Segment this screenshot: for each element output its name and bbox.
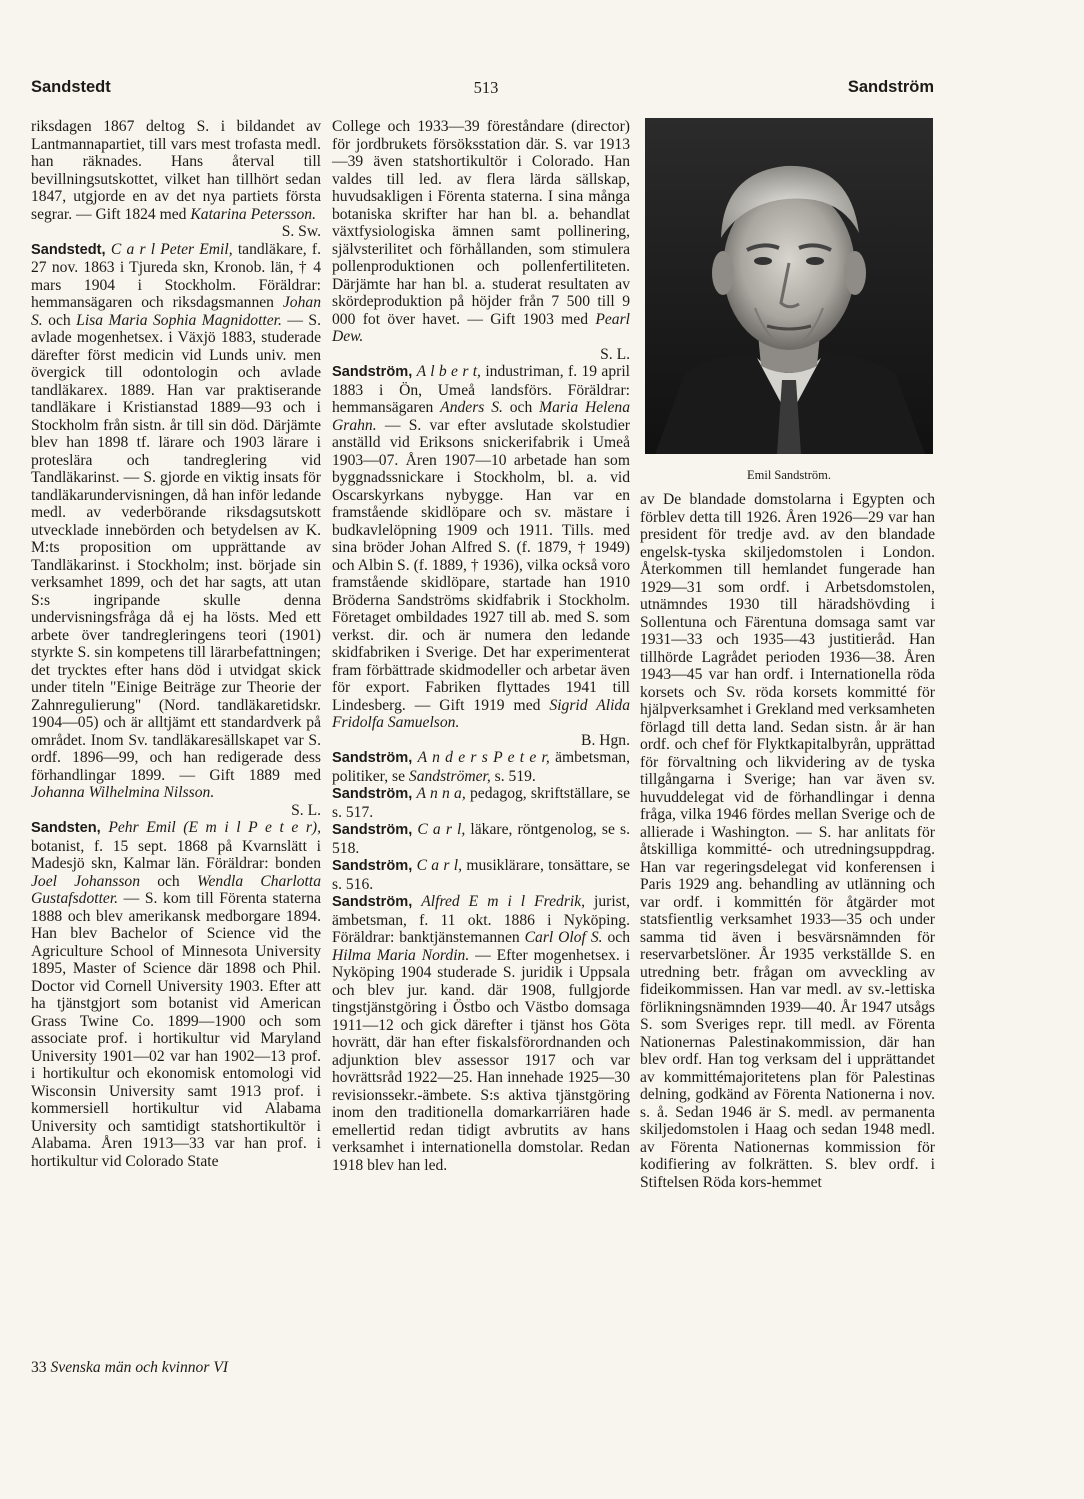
entry-sandstrom-carl-2: Sandström, C a r l, musiklärare, tonsättare, se s. 516.	[332, 857, 630, 893]
photo-caption: Emil Sandström.	[746, 468, 832, 482]
column-3	[640, 491, 935, 1191]
entry-sandstrom-carl-1: Sandström, C a r l, läkare, röntgenolog, se s. 518.	[332, 821, 630, 857]
entry-sandstrom-albert: Sandström, A l b e r t, industriman, f. 19 april 1883 i Ön, Umeå landsförs. Föräldrar: hemmansägaren Anders S. och Maria Helena Grahn. — S. var efter avslutade skolstudier anställd vid Eriksons snickerifabrik i Umeå 1903—07. Åren 1907—10 arbetade han som byggnadssnickare i Stockholm, bl. a. vid Oscarskyrkans nybygge. Han var en framstående skidlöpare och sv. mästare i budkavlelöpning 1909 och 1911. Tills. med sina bröder Johan Alfred S. (f. 1879, † 1949) och Albin S. (f. 1889, † 1936), vilka också voro framstående skidlöpare, startade han 1910 Bröderna Sandströms skidfabrik i Stockholm. Företaget ombildades 1927 till ab. med S. som verkst. dir. och är numera den ledande skidfabriken i Sverige. Det har experimenterat fram förbättrade skidmodeller och arbetar även för export. Fabriken flyttades 1941 till Lindesberg. — Gift 1919 med Sigrid Alida Fridolfa Samuelson. B. Hgn.	[332, 363, 631, 749]
portrait-photo	[645, 118, 933, 454]
author-signature: B. Hgn.	[581, 731, 630, 749]
column-1	[31, 118, 321, 1170]
entry-headword: Sandström,	[332, 894, 413, 910]
entry-sandstrom-emil: Sandström, Alfred E m i l Fredrik, jurist, ämbetsman, f. 11 okt. 1886 i Nyköping. Föräldrar: banktjänstemannen Carl Olof S. och Hilma Maria Nordin. — Efter mogenhetsex. i Nyköping 1904 studerade S. juridik i Uppsala och blev jur. kand. där 1908, fullgjorde tingstjänstgöring i Östbo och Västbo domsaga 1911—12 och gick därefter i tjänst hos Göta hovrätt, där han efter fiskalsförordnanden och adjunktion blev assessor 1917 och var hovrättsråd 1922—25. Han innehade 1925—30 revisionssekr.-ämbete. S:s aktiva tjänstgöring inom den traditionella domarkarriären hade emellertid redan tidigt avbrutits av hans verksamhet i internationella domstolar. Redan 1918 blev han led.	[332, 893, 630, 1174]
entry-sandsten-pehr: Sandsten, Pehr Emil (E m i l P e t e r), botanist, f. 15 sept. 1868 på Kvarnslätt i Madesjö skn, Kalmar län. Föräldrar: bonden Joel Johansson och Wendla Charlotta Gustafsdotter. — S. kom till Förenta staterna 1888 och blev amerikansk medborgare 1894. Han blev Bachelor of Science vid the Agriculture School of Minnesota University 1895, Master of Science där 1898 och Phil. Doctor vid Cornell University 1903. Efter att ha tjänstgjort som botanist vid American Grass Twine Co. 1899—1900 och som associate prof. i hortikultur vid Maryland University 1901—02 var han 1902—13 prof. i hortikultur och ekonomisk entomologi vid Wisconsin University samt 1913 prof. i kommersiell hortikultur vid Alabama University och samtidigt statshortikultör i Alabama. Åren 1913—33 var han prof. i hortikultur vid Colorado State	[31, 819, 322, 1170]
author-signature: S. L.	[291, 801, 321, 819]
entry-headword: Sandsten,	[31, 820, 101, 836]
entry-headword: Sandström,	[332, 858, 413, 874]
author-signature: S. L.	[600, 345, 630, 363]
entry-continuation: av De blandade domstolarna i Egypten och förblev detta till 1926. Åren 1926—29 var han president för tredje avd. av den blandade engelsk-tyska skiljedomstolen i London. Återkommen till hemlandet fungerade han 1929—31 som ordf. i Arbetsdomstolen, utnämndes 1930 till häradshövding i Sollentuna och Färentuna domsaga samt var 1931—33 och 1935—43 justitieråd. Han tillhörde Lagrådet perioden 1936—38. Åren 1943—45 var han ordf. i Internationella röda korsets och Sv. röda korsets kommitté för hjälpverksamhet i Grekland med verksamheten förlagd till detta land. Sedan sistn. år är han ordf. och chef för Flyktkapitalbyrån, upprättad för förvaltning och likvidering av de tyska tillgångarna i Sverige; han var även sv. huvuddelegat vid de förhandlingar i denna fråga, vilka 1946 fördes mellan Sverige och de allierade i Washington. — S. har anlitats för åtskilliga kommitté- och utredningsuppdrag. Han var regeringsdelegat vid konferensen i Paris 1929 ang. behandling av utlänning och var ordf. i kommittén för åtgärder mot statsfientlig verksamhet 1933—35 och under samma tid även i besvärsnämnden för reservarbetslöner. År 1935 verkställde S. en utredning betr. frågan om avveckling av fideikommissen. Han var medl. av sv.-lettiska förlikningsnämnden 1939—40. År 1947 utsågs S. som Sveriges repr. till medl. av Förenta Nationernas Palestinakommission, där han blev ordf. Han tog verksam del i upprättandet av kommittémajoritetens plan för Palestinas delning, godkänd av Förenta Nationerna i nov. s. å. Sedan 1946 är S. medl. av permanenta skiljedomstolen i Haag och sedan 1948 medl. av Förenta Nationernas kommission för kodifiering av folkrätten. S. blev ordf. i Stiftelsen Röda kors-hemmet	[640, 491, 935, 1191]
entry-headword: Sandström,	[332, 786, 413, 802]
entry-headword: Sandstedt,	[31, 241, 106, 258]
entry-sandstrom-anders-peter: Sandström, A n d e r s P e t e r, ämbetsman, politiker, se Sandströmer, s. 519.	[332, 749, 630, 785]
entry-sandstrom-anna: Sandström, A n n a, pedagog, skriftställare, se s. 517.	[332, 785, 630, 821]
page-number: 513	[473, 78, 499, 97]
entry-headword: Sandström,	[332, 822, 413, 838]
running-head-right: Sandström	[847, 78, 934, 96]
entry-continuation: College och 1933—39 föreståndare (director) för jordbrukets försöksstation där. S. var 1913—39 även statshortikultör i Colorado. Han valdes till led. av flera lärda sällskap, huvudsakligen i Förenta staterna. I sina många botaniska skrifter har han bl. a. behandlat växtfysiologiska ämnen samt pollinering, självsterilitet och förhållanden, som stimulera pollenproduktionen och pollenfertiliteten. Därjämte har han bl. a. studerat resultaten av skördeproduktion på höjder från 7 500 till 9 000 fot över havet. — Gift 1903 med Pearl Dew. S. L.	[332, 118, 630, 363]
entry-sandstedt-carl: Sandstedt, C a r l Peter Emil, tandläkare, f. 27 nov. 1863 i Tjureda skn, Kronob. län, † 4 mars 1904 i Stockholm. Föräldrar: hemmansägaren och riksdagsmannen Johan S. och Lisa Maria Sophia Magnidotter. — S. avlade mogenhetsex. i Växjö 1883, studerade därefter först medicin vid Lunds univ. men övergick till odontologin och avlade tandläkarex. 1889. Han var praktiserande tandläkare i Kristianstad 1889—93 och i Stockholm från sistn. år till sin död. Därjämte blev han 1898 tf. lärare och 1903 lärare i proteslära och tandreglering vid Tandläkarinst. — S. gjorde en viktig insats för tandläkarundervisningen, då han inför ledande medl. av vederbörande riksdagsutskott utvecklade innebörden och betydelsen av K. M:ts proposition om upprättande av Tandläkarinst. i Stockholm; inst. började sin verksamhet 1899, och det har sagts, att utan S:s ingripande skulle denna undervisningsfråga då ej ha lösts. Med ett arbete över tandregleringens teori (1901) styrkte S. sin kompetens till lärarbefattningen; det trycktes efter hans död i utvidgat skick under titeln "Einige Beiträge zur Theorie der Zahnregulierung" (Nord. tandläkaretidskr. 1904—05) och är alltjämt ett standardverk på området. Inom Sv. tandläkaresällskapet var S. ordf. 1896—99, och han redigerade dess förhandlingar 1899. — Gift 1889 med Johanna Wilhelmina Nilsson. S. L.	[31, 240, 321, 819]
running-head-left: Sandstedt	[31, 78, 111, 96]
entry-headword: Sandström,	[332, 364, 413, 380]
column-2	[332, 118, 630, 1174]
entry-headword: Sandström,	[332, 750, 413, 766]
author-signature: S. Sw.	[281, 223, 321, 240]
signature-line: 33 Svenska män och kvinnor VI	[31, 1359, 229, 1376]
entry-continuation: riksdagen 1867 deltog S. i bildandet av Lantmannapartiet, till vars mest trofasta medl. han räknades. Hans återval till bevillningsutskottet, vilket han tillhört sedan 1847, utgjorde en av det nya partiets första segrar. — Gift 1824 med Katarina Petersson. S. Sw.	[31, 118, 321, 240]
